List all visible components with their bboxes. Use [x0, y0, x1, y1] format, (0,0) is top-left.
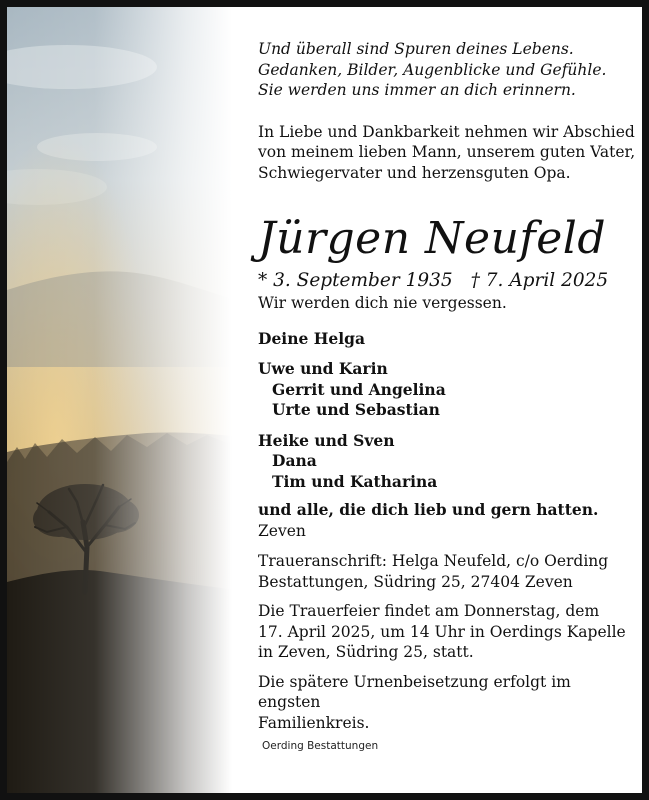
- notice-text: [258, 19, 638, 753]
- address-line: Traueranschrift: Helga Neufeld, c/o Oerding: [258, 552, 609, 570]
- ceremony-info: [258, 601, 638, 663]
- spouse-name: Deine Helga: [258, 328, 365, 348]
- grandchild-entry: Dana: [272, 451, 317, 470]
- ceremony-line: Die Trauerfeier findet am Donnerstag, dem: [258, 602, 600, 620]
- closing-line: und alle, die dich lieb und gern hatten.: [258, 500, 599, 519]
- farewell-line: Wir werden dich nie vergessen.: [258, 294, 507, 312]
- mourners-list: [258, 329, 638, 521]
- intro-line: Schwiegervater und herzensguten Opa.: [258, 163, 571, 182]
- poem-line: Und überall sind Spuren deines Lebens.: [258, 40, 574, 58]
- funeral-home-credit: Oerding Bestattungen: [262, 740, 379, 752]
- family-couple: Uwe und Karin: [258, 359, 388, 378]
- intro-line: In Liebe und Dankbarkeit nehmen wir Abschied: [258, 122, 635, 141]
- place-name: Zeven: [258, 521, 306, 540]
- death-date: † 7. April 2025: [470, 270, 609, 291]
- urn-burial-info: [258, 672, 638, 734]
- life-dates: [258, 269, 638, 293]
- grandchild-entry: Gerrit und Angelina: [272, 379, 446, 399]
- urn-line: Die spätere Urnenbeisetzung erfolgt im engsten: [258, 672, 571, 711]
- ceremony-line: 17. April 2025, um 14 Uhr in Oerdings Kapelle: [258, 622, 626, 641]
- grandchild-entry: Tim und Katharina: [272, 471, 438, 491]
- grandchild-entry: Urte und Sebastian: [272, 400, 440, 419]
- birth-date: * 3. September 1935: [258, 270, 453, 291]
- ceremony-line: in Zeven, Südring 25, statt.: [258, 643, 474, 661]
- farewell-intro: [258, 122, 638, 184]
- poem-line: Gedanken, Bilder, Augenblicke und Gefühle.: [258, 60, 607, 79]
- urn-line: Familienkreis.: [258, 713, 370, 732]
- landscape-tree-photo: [7, 7, 257, 793]
- address-line: Bestattungen, Südring 25, 27404 Zeven: [258, 572, 573, 591]
- memorial-poem: [258, 39, 638, 101]
- intro-line: von meinem lieben Mann, unserem guten Vater,: [258, 143, 636, 161]
- poem-line: Sie werden uns immer an dich erinnern.: [258, 81, 576, 99]
- deceased-name: Jürgen Neufeld: [258, 213, 606, 264]
- family-couple: Heike und Sven: [258, 430, 395, 450]
- mourning-address: [258, 551, 638, 592]
